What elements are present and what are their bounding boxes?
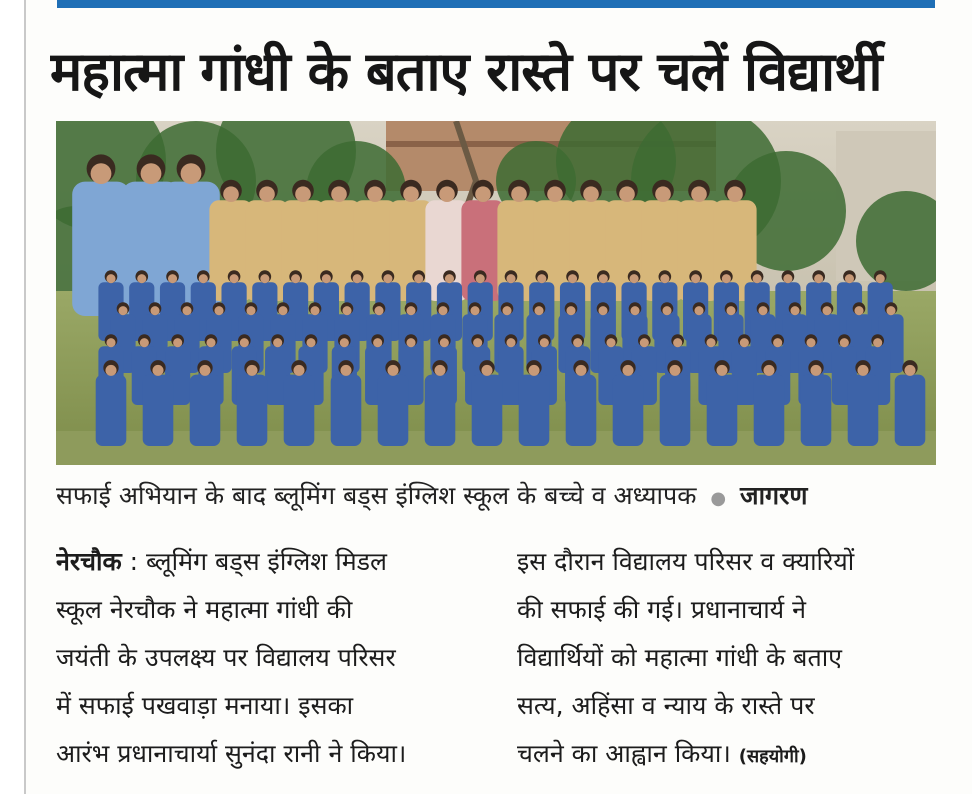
article-line: स्कूल नेरचौक ने महात्मा गांधी की <box>56 595 353 624</box>
group-photo <box>56 121 936 465</box>
bullet-icon: ● <box>710 488 727 509</box>
photo-credit: जागरण <box>740 481 808 510</box>
article-headline: महात्मा गांधी के बताए रास्ते पर चलें विद्यार्थी <box>50 40 882 103</box>
article-line: की सफाई की गई। प्रधानाचार्य ने <box>517 595 806 624</box>
article-line: में सफाई पखवाड़ा मनाया। इसका <box>56 691 354 720</box>
article-line: नेरचौक : ब्लूमिंग बड्स इंग्लिश मिडल <box>56 547 387 576</box>
dateline: नेरचौक <box>56 547 122 576</box>
article-line: विद्यार्थियों को महात्मा गांधी के बताए <box>517 643 843 672</box>
article-line: जयंती के उपलक्ष्य पर विद्यालय परिसर <box>56 643 396 672</box>
article-column-left <box>56 538 486 778</box>
article-line: सत्य, अहिंसा व न्याय के रास्ते पर <box>517 691 815 720</box>
article-line: इस दौरान विद्यालय परिसर व क्यारियों <box>517 547 855 576</box>
article-column-right <box>517 538 937 778</box>
caption-text: सफाई अभियान के बाद ब्लूमिंग बड्स इंग्लिश स्कूल के बच्चे व अध्यापक <box>56 481 697 510</box>
article-line: चलने का आह्वान किया। (सहयोगी) <box>517 739 807 768</box>
photo-caption <box>56 476 936 516</box>
byline: (सहयोगी) <box>738 746 807 767</box>
article-line: आरंभ प्रधानाचार्या सुनंदा रानी ने किया। <box>56 739 407 768</box>
section-color-bar <box>57 0 935 8</box>
group-photo-image <box>56 121 936 465</box>
